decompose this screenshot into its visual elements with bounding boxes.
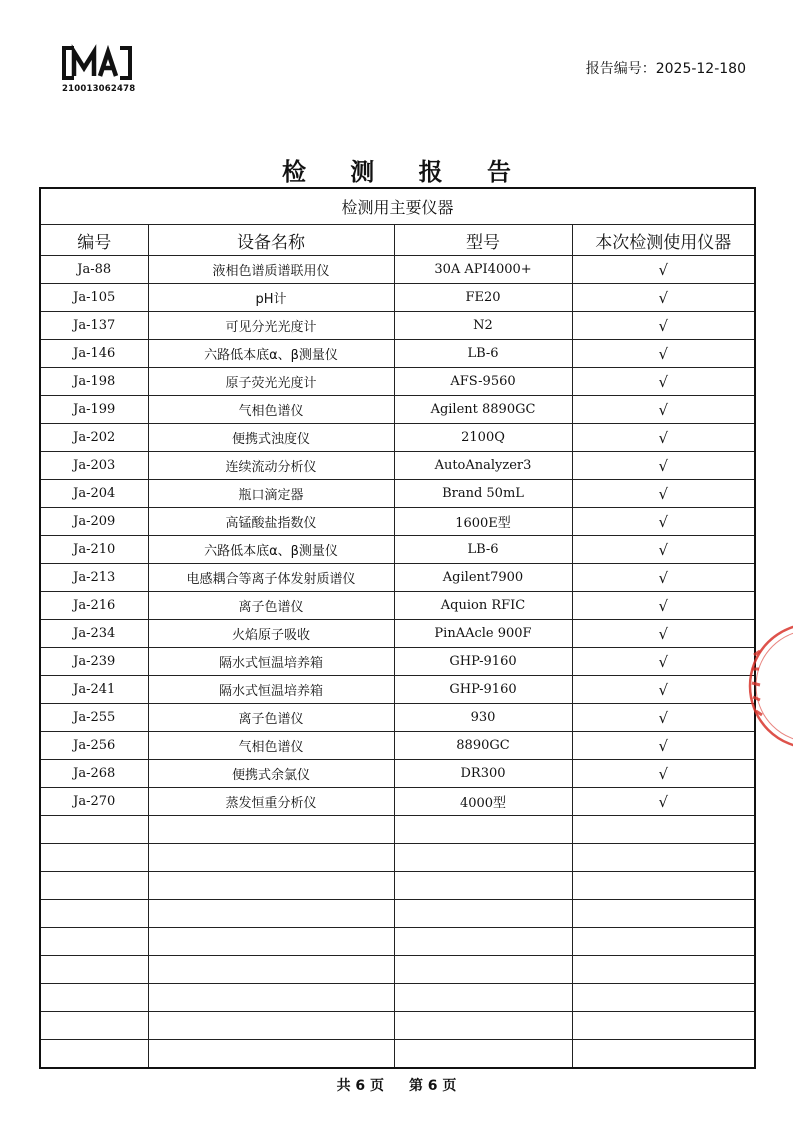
cell-name: 液相色谱质谱联用仪 — [148, 256, 394, 284]
column-header-used: 本次检测使用仪器 — [572, 225, 755, 256]
cell-used-check: √ — [572, 508, 755, 536]
cell-model — [394, 900, 572, 928]
cell-name: 原子荧光光度计 — [148, 368, 394, 396]
total-pages: 共 6 页 — [336, 1078, 385, 1094]
cell-id: Ja-199 — [40, 396, 148, 424]
cell-model — [394, 956, 572, 984]
cell-id: Ja-241 — [40, 676, 148, 704]
cell-model: 1600E型 — [394, 508, 572, 536]
cell-used-check — [572, 1012, 755, 1040]
cell-model: FE20 — [394, 284, 572, 312]
cell-name: 离子色谱仪 — [148, 704, 394, 732]
cell-id: Ja-137 — [40, 312, 148, 340]
table-row — [40, 368, 755, 396]
cell-id: Ja-202 — [40, 424, 148, 452]
cell-model — [394, 1012, 572, 1040]
cell-name — [148, 984, 394, 1012]
cell-name: 六路低本底α、β测量仪 — [148, 340, 394, 368]
cell-used-check: √ — [572, 564, 755, 592]
cell-used-check: √ — [572, 424, 755, 452]
cell-id: Ja-210 — [40, 536, 148, 564]
cell-used-check — [572, 956, 755, 984]
cell-id: Ja-88 — [40, 256, 148, 284]
column-header-id: 编号 — [40, 225, 148, 256]
cell-model — [394, 1040, 572, 1069]
table-body — [40, 256, 755, 1069]
table-row — [40, 900, 755, 928]
red-seal-stamp-icon — [740, 625, 793, 747]
cell-model: Agilent 8890GC — [394, 396, 572, 424]
table-row — [40, 396, 755, 424]
cell-model: 2100Q — [394, 424, 572, 452]
cell-name — [148, 928, 394, 956]
table-row — [40, 872, 755, 900]
table-row — [40, 312, 755, 340]
cell-model — [394, 872, 572, 900]
cell-model: PinAAcle 900F — [394, 620, 572, 648]
cell-model: GHP-9160 — [394, 676, 572, 704]
cell-id: Ja-203 — [40, 452, 148, 480]
cell-id: Ja-105 — [40, 284, 148, 312]
cell-used-check: √ — [572, 256, 755, 284]
cell-name: 便携式余氯仪 — [148, 760, 394, 788]
cell-name: 蒸发恒重分析仪 — [148, 788, 394, 816]
cell-model: 930 — [394, 704, 572, 732]
table-row — [40, 452, 755, 480]
cma-mark-icon — [60, 44, 134, 82]
cell-model — [394, 816, 572, 844]
cell-model — [394, 984, 572, 1012]
page-footer — [0, 1075, 793, 1095]
cell-name: 六路低本底α、β测量仪 — [148, 536, 394, 564]
instrument-table — [39, 187, 756, 1069]
table-row — [40, 340, 755, 368]
cell-used-check: √ — [572, 620, 755, 648]
cell-model: GHP-9160 — [394, 648, 572, 676]
table-row — [40, 984, 755, 1012]
cell-model: AFS-9560 — [394, 368, 572, 396]
cell-id — [40, 1012, 148, 1040]
cell-used-check — [572, 900, 755, 928]
cell-name: 瓶口滴定器 — [148, 480, 394, 508]
cell-name: 便携式浊度仪 — [148, 424, 394, 452]
cell-id: Ja-209 — [40, 508, 148, 536]
table-row — [40, 816, 755, 844]
table-row — [40, 564, 755, 592]
cell-id: Ja-256 — [40, 732, 148, 760]
cell-name: 可见分光光度计 — [148, 312, 394, 340]
instrument-table-wrapper — [39, 187, 754, 1069]
cell-model: DR300 — [394, 760, 572, 788]
cell-name: 气相色谱仪 — [148, 732, 394, 760]
cell-id — [40, 956, 148, 984]
table-row — [40, 844, 755, 872]
cell-used-check — [572, 928, 755, 956]
cell-used-check: √ — [572, 396, 755, 424]
table-row — [40, 592, 755, 620]
cell-model — [394, 928, 572, 956]
table-row — [40, 256, 755, 284]
cell-model: 4000型 — [394, 788, 572, 816]
cell-used-check: √ — [572, 340, 755, 368]
table-caption: 检测用主要仪器 — [40, 188, 755, 225]
table-row — [40, 928, 755, 956]
table-row — [40, 1040, 755, 1069]
table-row — [40, 760, 755, 788]
table-row — [40, 648, 755, 676]
cell-model: Aquion RFIC — [394, 592, 572, 620]
column-header-name: 设备名称 — [148, 225, 394, 256]
table-row — [40, 788, 755, 816]
cell-id: Ja-239 — [40, 648, 148, 676]
table-row — [40, 480, 755, 508]
cell-name: pH计 — [148, 284, 394, 312]
cell-used-check: √ — [572, 536, 755, 564]
cell-used-check: √ — [572, 704, 755, 732]
cell-id: Ja-255 — [40, 704, 148, 732]
table-row — [40, 536, 755, 564]
cell-id — [40, 844, 148, 872]
cell-used-check: √ — [572, 676, 755, 704]
cell-name — [148, 872, 394, 900]
cell-name: 电感耦合等离子体发射质谱仪 — [148, 564, 394, 592]
cell-used-check — [572, 816, 755, 844]
cell-name — [148, 900, 394, 928]
cell-id — [40, 928, 148, 956]
table-row — [40, 1012, 755, 1040]
cell-id: Ja-146 — [40, 340, 148, 368]
table-row — [40, 956, 755, 984]
cell-name: 隔水式恒温培养箱 — [148, 676, 394, 704]
cell-used-check: √ — [572, 592, 755, 620]
cell-name: 高锰酸盐指数仪 — [148, 508, 394, 536]
cell-id: Ja-204 — [40, 480, 148, 508]
table-row — [40, 676, 755, 704]
cell-name: 离子色谱仪 — [148, 592, 394, 620]
cell-id: Ja-198 — [40, 368, 148, 396]
current-page: 第 6 页 — [408, 1078, 457, 1094]
table-row — [40, 732, 755, 760]
cell-id — [40, 872, 148, 900]
cell-name: 气相色谱仪 — [148, 396, 394, 424]
cell-name — [148, 816, 394, 844]
cell-name — [148, 1040, 394, 1069]
cell-id: Ja-234 — [40, 620, 148, 648]
cell-model: LB-6 — [394, 340, 572, 368]
cell-used-check: √ — [572, 368, 755, 396]
table-row — [40, 284, 755, 312]
table-row — [40, 424, 755, 452]
cell-used-check: √ — [572, 788, 755, 816]
cell-model: Brand 50mL — [394, 480, 572, 508]
table-row — [40, 704, 755, 732]
cell-used-check: √ — [572, 480, 755, 508]
cell-model: LB-6 — [394, 536, 572, 564]
cell-used-check: √ — [572, 732, 755, 760]
table-row — [40, 508, 755, 536]
cell-model: AutoAnalyzer3 — [394, 452, 572, 480]
cell-used-check — [572, 872, 755, 900]
cell-name: 隔水式恒温培养箱 — [148, 648, 394, 676]
cell-model: 8890GC — [394, 732, 572, 760]
cma-logo — [60, 44, 142, 94]
cell-used-check: √ — [572, 284, 755, 312]
cell-name — [148, 956, 394, 984]
cell-id — [40, 900, 148, 928]
cell-model — [394, 844, 572, 872]
cell-name — [148, 1012, 394, 1040]
cell-id: Ja-213 — [40, 564, 148, 592]
cell-id: Ja-216 — [40, 592, 148, 620]
cell-used-check — [572, 844, 755, 872]
cell-model: Agilent7900 — [394, 564, 572, 592]
cell-id — [40, 984, 148, 1012]
cell-used-check: √ — [572, 452, 755, 480]
cell-model: N2 — [394, 312, 572, 340]
cell-name: 火焰原子吸收 — [148, 620, 394, 648]
column-header-model: 型号 — [394, 225, 572, 256]
cell-used-check — [572, 984, 755, 1012]
cell-used-check: √ — [572, 648, 755, 676]
cell-used-check: √ — [572, 312, 755, 340]
cell-used-check: √ — [572, 760, 755, 788]
cell-id — [40, 1040, 148, 1069]
cell-id: Ja-270 — [40, 788, 148, 816]
table-row — [40, 620, 755, 648]
cell-id — [40, 816, 148, 844]
cell-model: 30A API4000+ — [394, 256, 572, 284]
cell-used-check — [572, 1040, 755, 1069]
report-number: 报告编号：2025-12-180 — [585, 61, 746, 77]
cell-name: 连续流动分析仪 — [148, 452, 394, 480]
cell-id: Ja-268 — [40, 760, 148, 788]
cma-number: 210013062478 — [62, 84, 136, 94]
cell-name — [148, 844, 394, 872]
page-title: 检 测 报 告 — [281, 158, 530, 186]
